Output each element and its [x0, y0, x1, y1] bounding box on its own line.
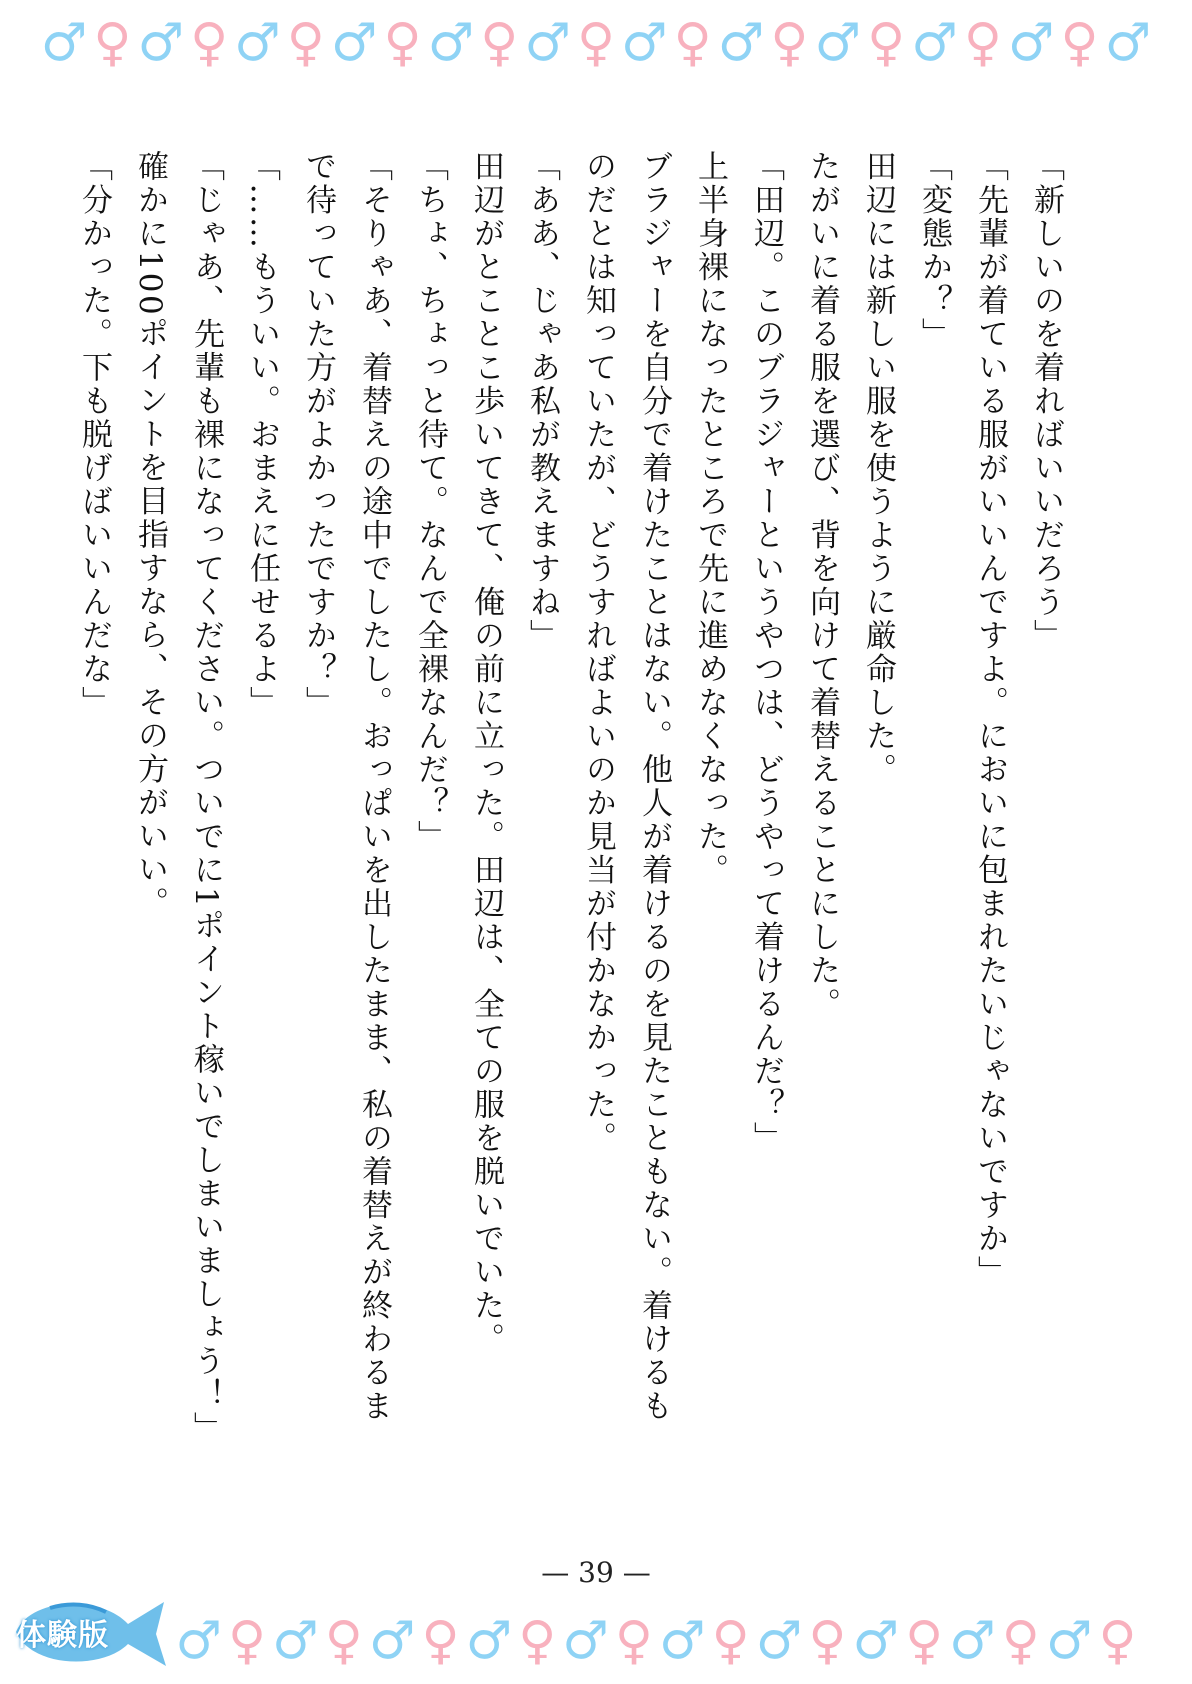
female-symbol-icon: ♀ — [1001, 1611, 1040, 1671]
female-symbol-icon: ♀ — [383, 13, 422, 73]
male-symbol-icon: ♂ — [137, 13, 185, 73]
text-line: 「変態か？」 — [916, 150, 952, 351]
text-line: 上半身裸になったところで先に進めなくなった。 — [692, 150, 728, 887]
male-symbol-icon: ♂ — [234, 13, 281, 73]
text-line: たがいに着る服を選び、背を向けて着替えることにした。 — [804, 150, 840, 1021]
male-symbol-icon: ♂ — [427, 13, 475, 73]
female-symbol-icon: ♀ — [576, 13, 616, 73]
male-symbol-icon: ♂ — [949, 1611, 996, 1671]
female-symbol-icon: ♀ — [286, 13, 325, 73]
text-line: 「そりゃあ、着替えの途中でしたし。おっぱいを出したまま、私の着替えが終わるまで待っていた方がよかったですか？」 — [300, 150, 392, 1423]
male-symbol-icon: ♂ — [175, 1611, 223, 1671]
female-symbol-icon: ♀ — [93, 13, 132, 73]
text-line: 田辺には新しい服を使うように厳命した。 — [860, 150, 896, 787]
page-number: — 39 — — [541, 1556, 651, 1589]
female-symbol-icon: ♀ — [711, 1611, 750, 1671]
male-symbol-icon: ♂ — [1104, 13, 1152, 73]
male-symbol-icon: ♂ — [621, 13, 668, 73]
female-symbol-icon: ♀ — [480, 13, 519, 73]
male-symbol-icon: ♂ — [911, 13, 958, 73]
male-symbol-icon: ♂ — [330, 13, 378, 73]
trial-version-badge: 体験版 — [16, 1618, 109, 1653]
text-line: 「ああ、じゃあ私が教えますね」 — [524, 150, 560, 653]
male-symbol-icon: ♂ — [272, 1611, 319, 1671]
text-line: 「……もういい。おまえに任せるよ」 — [244, 150, 280, 720]
male-symbol-icon: ♂ — [659, 1611, 706, 1671]
female-symbol-icon: ♀ — [770, 13, 809, 73]
male-symbol-icon: ♂ — [1045, 1611, 1093, 1671]
male-symbol-icon: ♂ — [465, 1611, 513, 1671]
text-line: 「分かった。下も脱げばいいんだな」 — [76, 150, 112, 720]
male-symbol-icon: ♂ — [755, 1611, 803, 1671]
male-symbol-icon: ♂ — [814, 13, 862, 73]
text-line: ブラジャーを自分で着けたことはない。他人が着けるのを見たこともない。着けるものだとは知っていたが、どうすればよいのか見当が付かなかった。 — [580, 150, 672, 1423]
text-line: 「ちょ、ちょっと待て。なんで全裸なんだ？」 — [412, 150, 448, 854]
female-symbol-icon: ♀ — [190, 13, 229, 73]
bottom-symbol-border — [0, 1610, 1192, 1672]
text-line: 確かに100ポイントを目指すなら、その方がいい。 — [132, 150, 168, 921]
top-symbol-border — [0, 12, 1192, 74]
female-symbol-icon: ♀ — [808, 1611, 847, 1671]
vertical-text-body — [76, 150, 1074, 1450]
female-symbol-icon: ♀ — [905, 1611, 944, 1671]
male-symbol-icon: ♂ — [852, 1611, 900, 1671]
text-line: 田辺がとことこ歩いてきて、俺の前に立った。田辺は、全ての服を脱いでいた。 — [468, 150, 504, 1356]
text-line: 「田辺。このブラジャーというやつは、どうやって着けるんだ？」 — [748, 150, 784, 1155]
female-symbol-icon: ♀ — [673, 13, 712, 73]
female-symbol-icon: ♀ — [963, 13, 1002, 73]
male-symbol-icon: ♂ — [562, 1611, 609, 1671]
male-symbol-icon: ♂ — [40, 13, 88, 73]
female-symbol-icon: ♀ — [421, 1611, 460, 1671]
female-symbol-icon: ♀ — [1098, 1611, 1137, 1671]
female-symbol-icon: ♀ — [518, 1611, 557, 1671]
female-symbol-icon: ♀ — [867, 13, 906, 73]
female-symbol-icon: ♀ — [228, 1611, 267, 1671]
female-symbol-icon: ♀ — [614, 1611, 653, 1671]
female-symbol-icon: ♀ — [1060, 13, 1099, 73]
female-symbol-icon: ♀ — [324, 1611, 363, 1671]
text-line: 「先輩が着ている服がいいんですよ。においに包まれたいじゃないですか」 — [972, 150, 1008, 1289]
male-symbol-icon: ♂ — [717, 13, 765, 73]
text-line: 「じゃあ、先輩も裸になってください。ついでに1ポイント稼いでしまいましょう！」 — [188, 150, 224, 1446]
male-symbol-icon: ♂ — [524, 13, 571, 73]
male-symbol-icon: ♂ — [368, 1611, 416, 1671]
male-symbol-icon: ♂ — [1007, 13, 1055, 73]
text-line: 「新しいのを着ればいいだろう」 — [1028, 150, 1064, 653]
